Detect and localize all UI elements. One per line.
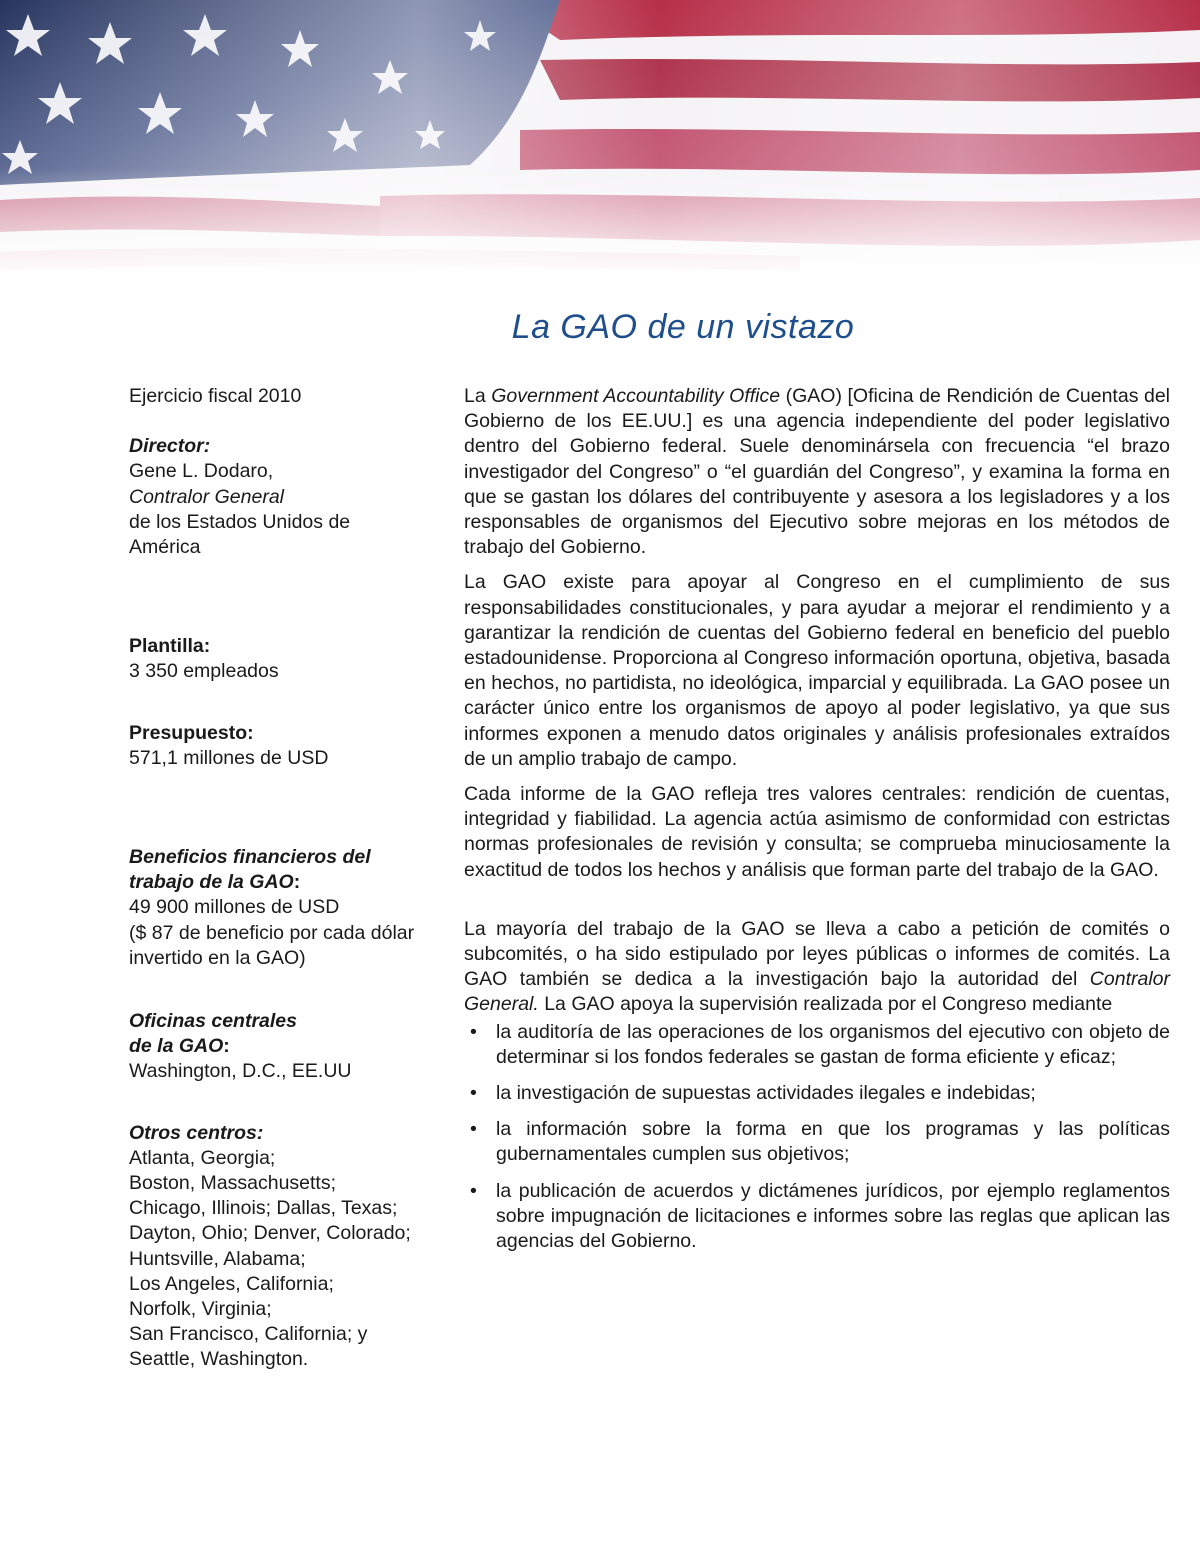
page-title: La GAO de un vistazo xyxy=(511,308,855,346)
director-title: Contralor General xyxy=(129,485,284,508)
director-country-line-2: América xyxy=(129,536,201,559)
staff-label: Plantilla: xyxy=(129,635,211,658)
oversight-list xyxy=(464,1020,1170,1255)
hq-label-line-2: de la GAO: xyxy=(129,1035,230,1058)
list-item: • la publicación de acuerdos y dictámenes jurídicos, por ejemplo reglamentos sobre impugnación de licitaciones e informes sobre las reglas que aplican las agencias del Gobierno. xyxy=(464,1179,1170,1255)
list-item: • la auditoría de las operaciones de los organismos del ejecutivo con objeto de determinar si los fondos federales se gastan de forma eficiente y eficaz; xyxy=(464,1020,1170,1070)
paragraph-values: Cada informe de la GAO refleja tres valores centrales: rendición de cuentas, integridad y fiabilidad. La agencia actúa asimismo de conformidad con estrictas normas profesionales de revisión y consulta; se comprueba minuciosamente la exactitud de todos los hechos y análisis que forman parte del trabajo de la GAO. xyxy=(464,783,1170,881)
other-center-line: Atlanta, Georgia; xyxy=(129,1146,276,1169)
director-name: Gene L. Dodaro, xyxy=(129,460,274,483)
director-country-line-1: de los Estados Unidos de xyxy=(129,510,351,533)
paragraph-intro: La Government Accountability Office (GAO) [Oficina de Rendición de Cuentas del Gobierno de los EE.UU.] es una agencia independiente del poder legislativo dentro del Gobierno federal. Suele denominársela con frecuencia “el brazo investigador del Congreso” o “el guardián del Congreso”, y examina la forma en que se gastan los dólares del contribuyente y asesora a los legisladores y a los responsables de organismos del Ejecutivo sobre mejoras en los métodos de trabajo del Gobierno. xyxy=(464,385,1171,559)
paragraph-mission: La GAO existe para apoyar al Congreso en el cumplimiento de sus responsabilidades constitucionales, y para ayudar a mejorar el rendimiento y a garantizar la rendición de cuentas del Gobierno federal en beneficio del pueblo estadounidense. Proporciona al Congreso información oportuna, objetiva, basada en hechos, no partidista, no ideológica, imparcial y equilibrada. La GAO posee un carácter único entre los organismos de apoyo al poder legislativo, ya que sus informes exponen a menudo datos originales y análisis profesionales extraídos de un amplio trabajo de campo. xyxy=(464,571,1170,770)
paragraph-work: La mayoría del trabajo de la GAO se lleva a cabo a petición de comités o subcomités, o ha sido estipulado por leyes públicas o informes de comités. La GAO también se dedica a la investigación bajo la autoridad del Contralor General. La GAO apoya la supervisión realizada por el Congreso mediante xyxy=(464,917,1170,1016)
other-center-line: Boston, Massachusetts; xyxy=(129,1172,337,1195)
other-center-line: Dayton, Ohio; Denver, Colorado; xyxy=(129,1222,411,1245)
other-center-line: Los Angeles, California; xyxy=(129,1272,334,1295)
benefits-label-line-1: Beneficios financieros del xyxy=(129,846,371,869)
director-label: Director: xyxy=(129,435,211,458)
hq-label-line-1: Oficinas centrales xyxy=(129,1010,297,1033)
benefits-note-line-1: ($ 87 de beneficio por cada dólar xyxy=(129,921,415,944)
staff-value: 3 350 empleados xyxy=(129,660,279,683)
other-center-line: Seattle, Washington. xyxy=(129,1348,309,1371)
benefits-note-line-2: invertido en la GAO) xyxy=(129,946,306,969)
other-center-line: Huntsville, Alabama; xyxy=(129,1247,306,1270)
benefits-value: 49 900 millones de USD xyxy=(129,896,340,919)
facts-sidebar xyxy=(129,384,449,1373)
budget-label: Presupuesto: xyxy=(129,721,254,744)
flag-banner xyxy=(0,0,1200,280)
hq-value: Washington, D.C., EE.UU xyxy=(129,1060,352,1083)
main-text xyxy=(464,384,1170,1254)
benefits-label-line-2: trabajo de la GAO: xyxy=(129,871,301,894)
budget-value: 571,1 millones de USD xyxy=(129,746,329,769)
list-item: • la información sobre la forma en que los programas y las políticas gubernamentales cumplen sus objetivos; xyxy=(464,1117,1170,1167)
other-centers-label: Otros centros: xyxy=(129,1121,264,1144)
list-item: • la investigación de supuestas actividades ilegales e indebidas; xyxy=(464,1081,1170,1106)
us-flag-image xyxy=(0,0,1200,280)
other-center-line: Norfolk, Virginia; xyxy=(129,1298,272,1321)
other-center-line: Chicago, Illinois; Dallas, Texas; xyxy=(129,1197,398,1220)
fiscal-year: Ejercicio fiscal 2010 xyxy=(129,385,302,407)
other-center-line: San Francisco, California; y xyxy=(129,1323,368,1346)
